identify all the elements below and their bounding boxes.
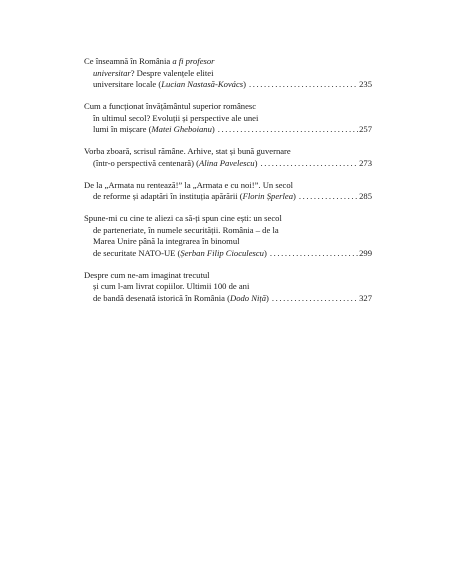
toc-text: și cum l-am livrat copiilor. Ultimii 100 de ani	[93, 281, 250, 291]
toc-entry	[84, 146, 372, 169]
toc-text: )	[211, 124, 215, 134]
toc-author: Matei Gheboianu	[151, 124, 212, 134]
toc-entry-title-line	[84, 180, 372, 192]
toc-entry-title-line	[84, 68, 372, 80]
toc-text: universitare locale (	[93, 79, 162, 89]
toc-entry-last-line	[84, 191, 372, 203]
page-number: 327	[359, 292, 372, 303]
toc-entry-title-line	[84, 213, 372, 225]
dot-leader	[260, 158, 358, 170]
toc-text: în ultimul secol? Evoluții și perspective ale unei	[93, 112, 259, 123]
dot-leader	[249, 79, 358, 91]
toc-text: de bandă desenată istorică în România (	[93, 292, 230, 303]
toc-entry-title-line	[84, 101, 372, 113]
toc-text: de securitate NATO-UE (	[93, 247, 181, 258]
page-number: 299	[359, 247, 372, 258]
toc-entry-title-line	[84, 236, 372, 248]
page-number: 273	[359, 157, 372, 168]
toc-entry-title-line	[84, 225, 372, 237]
toc-text: Despre cum ne-am imaginat trecutul	[84, 269, 210, 280]
toc-text: (într-o perspectivă centenară) (	[93, 157, 199, 168]
page-number: 235	[359, 79, 372, 89]
toc-entry-author-line	[93, 158, 257, 170]
toc-text: de parteneriate, în numele securității. România – de la	[93, 224, 279, 235]
toc-author: Florin Șperlea	[242, 191, 293, 201]
toc-text: )	[293, 191, 296, 201]
toc-entry-last-line	[84, 158, 372, 170]
toc-text: Vorba zboară, scrisul rămâne. Arhive, stat și bună guvernare	[84, 146, 291, 156]
toc-italic-text: a fi profesor	[172, 56, 215, 66]
toc-entry-title-line	[84, 146, 372, 158]
dot-leader	[218, 124, 358, 136]
toc-entry-author-line	[93, 248, 267, 260]
toc-author: Lucian Nastasă-Kovács	[161, 79, 244, 89]
page-number: 285	[359, 191, 372, 201]
toc-text: de reforme și adaptări în instituția apărării (	[93, 191, 243, 201]
toc-entry-title-line	[84, 270, 372, 282]
toc-entry-title-line	[84, 113, 372, 125]
dot-leader	[270, 248, 358, 260]
page-number: 257	[359, 124, 372, 134]
toc-author: Șerban Filip Cioculescu	[180, 247, 264, 258]
toc-entry-last-line	[84, 248, 372, 260]
toc-text: Ce înseamnă în România	[84, 56, 173, 66]
toc-entry-author-line	[93, 79, 246, 91]
toc-text: )	[254, 157, 258, 168]
toc-text: )	[266, 292, 269, 303]
toc-entry-author-line	[93, 124, 215, 136]
toc-author: Alina Pavelescu	[199, 157, 255, 168]
toc-entry-title-line	[84, 56, 372, 68]
toc-entry-author-line	[93, 191, 296, 203]
toc-entry	[84, 101, 372, 136]
toc-text: ? Despre valențele elitei	[130, 67, 214, 78]
toc-entry-last-line	[84, 79, 372, 91]
toc-entry-last-line	[84, 124, 372, 136]
toc-entry-title-line	[84, 281, 372, 293]
toc-italic-text: universitar	[93, 67, 131, 78]
dot-leader	[299, 191, 358, 203]
table-of-contents	[84, 56, 372, 315]
toc-text: )	[243, 79, 247, 89]
toc-text: Marea Unire până la integrarea în binomul	[93, 236, 240, 246]
toc-author: Dodo Niță	[229, 292, 267, 303]
toc-entry	[84, 270, 372, 305]
dot-leader	[272, 293, 358, 305]
toc-entry-last-line	[84, 293, 372, 305]
toc-text: lumi în mișcare (	[93, 124, 152, 134]
toc-entry	[84, 56, 372, 91]
toc-text: )	[263, 247, 267, 258]
toc-entry-author-line	[93, 293, 269, 305]
toc-entry	[84, 180, 372, 203]
toc-text: Spune-mi cu cine te aliezi ca să-ți spun cine ești: un secol	[84, 213, 282, 223]
toc-text: Cum a funcționat învățământul superior românesc	[84, 101, 257, 111]
toc-text: De la „Armata nu rentează!” la „Armata e cu noi!”. Un secol	[84, 179, 294, 190]
toc-entry	[84, 213, 372, 259]
